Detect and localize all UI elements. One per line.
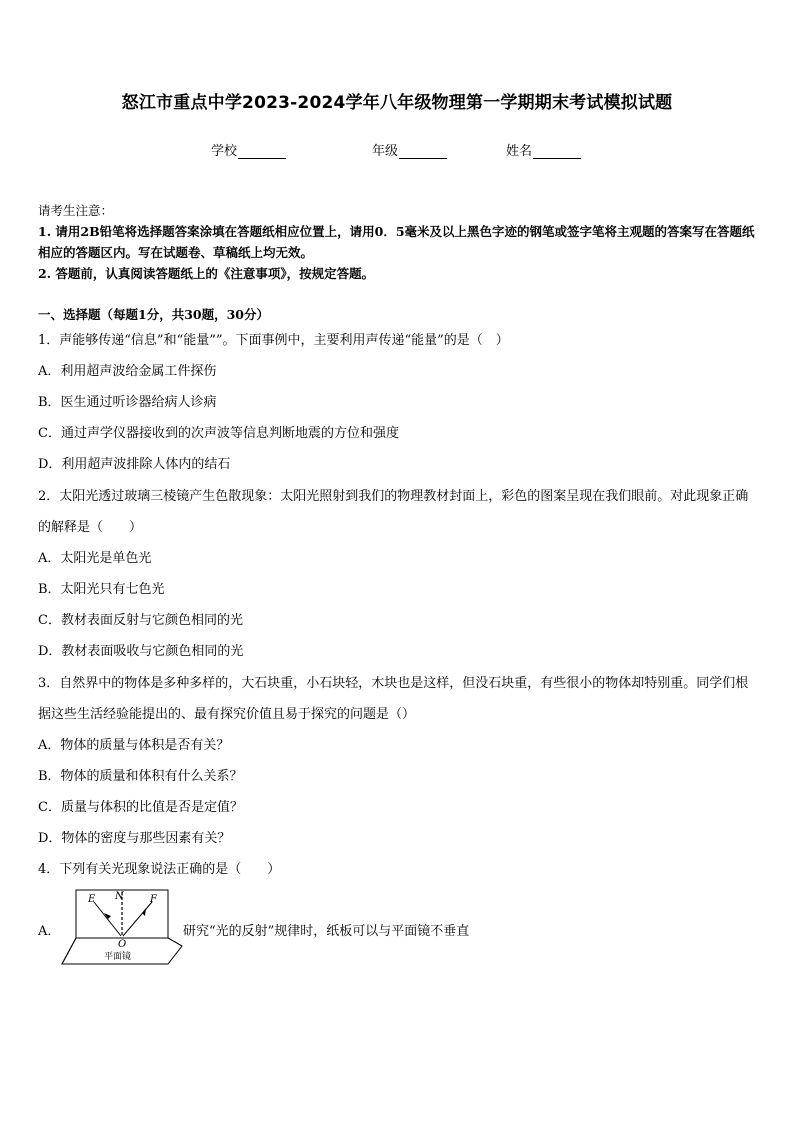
label-mirror: 平面镜 [104, 952, 132, 962]
label-f: F [150, 894, 157, 905]
question-2-option-b: B．太阳光只有七色光 [38, 582, 165, 597]
question-1-option-a: A．利用超声波给金属工件探伤 [38, 364, 217, 379]
mirror-left-edge [62, 938, 76, 964]
section-heading: 一、选择题（每题1分，共30题，30分） [38, 307, 269, 322]
name-field [506, 140, 581, 159]
reflected-arrow [142, 908, 146, 916]
question-2-option-c: C．教材表面反射与它颜色相同的光 [38, 613, 243, 628]
grade-blank [399, 144, 447, 159]
question-1-option-c: C．通过声学仪器接收到的次声波等信息判断地震的方位和强度 [38, 426, 399, 441]
question-3-option-a: A．物体的质量与体积是否有关？ [38, 738, 230, 753]
question-2-option-d: D．教材表面吸收与它颜色相同的光 [38, 644, 244, 659]
incident-ray [94, 902, 121, 936]
grade-field [372, 140, 447, 159]
question-3-option-c: C．质量与体积的比值是否是定值？ [38, 800, 243, 815]
question-3-option-b: B．物体的质量和体积有什么关系？ [38, 769, 243, 784]
question-1-stem: 1．声能够传递“信息”和“能量””。下面事例中，主要利用声传递“能量”的是（ ） [38, 333, 509, 348]
reflection-diagram [60, 888, 184, 968]
question-4-option-a-label: A． [38, 924, 61, 939]
question-4-stem: 4．下列有关光现象说法正确的是（ ） [38, 862, 281, 877]
school-blank [238, 144, 286, 159]
notice-heading: 请考生注意： [38, 203, 114, 218]
notice-item-1: 1. 请用2B铅笔将选择题答案涂填在答题纸相应位置上，请用0．5毫米及以上黑色字迹的钢笔或签字笔将主观题的答案写在答题纸相应的答题区内。写在试题卷、草稿纸上均无效。 [38, 224, 755, 260]
question-2-stem: 2．太阳光透过玻璃三棱镜产生色散现象：太阳光照射到我们的物理教材封面上，彩色的图案呈现在我们眼前。对此现象正确的解释是（ ） [38, 489, 749, 535]
question-3-option-d: D．物体的密度与那些因素有关？ [38, 831, 231, 846]
mirror-right-edge [168, 938, 182, 946]
question-4-option-a-text: 研究“光的反射”规律时，纸板可以与平面镜不垂直 [183, 924, 470, 939]
name-label: 姓名 [506, 144, 533, 159]
notice-item-2: 2. 答题前，认真阅读答题纸上的《注意事项》，按规定答题。 [38, 266, 375, 281]
school-label: 学校 [211, 144, 238, 159]
question-2-option-a: A．太阳光是单色光 [38, 551, 152, 566]
page-title: 怒江市重点中学2023-2024学年八年级物理第一学期期末考试模拟试题 [121, 93, 673, 113]
label-n: N [115, 891, 124, 902]
grade-label: 年级 [372, 144, 399, 159]
notice-block [38, 200, 760, 284]
question-3-stem: 3．自然界中的物体是多种多样的，大石块重，小石块轻，木块也是这样，但没石块重，有些很小的物体却特别重。同学们根据这些生活经验能提出的、最有探究价值且易于探究的问题是（） [38, 676, 749, 722]
reflected-ray [123, 902, 152, 936]
school-field [211, 140, 286, 159]
question-1-option-b: B．医生通过听诊器给病人诊病 [38, 395, 217, 410]
label-o: O [118, 939, 127, 950]
question-1-option-d: D．利用超声波排除人体内的结石 [38, 457, 231, 472]
name-blank [533, 144, 581, 159]
label-e: E [88, 894, 96, 905]
